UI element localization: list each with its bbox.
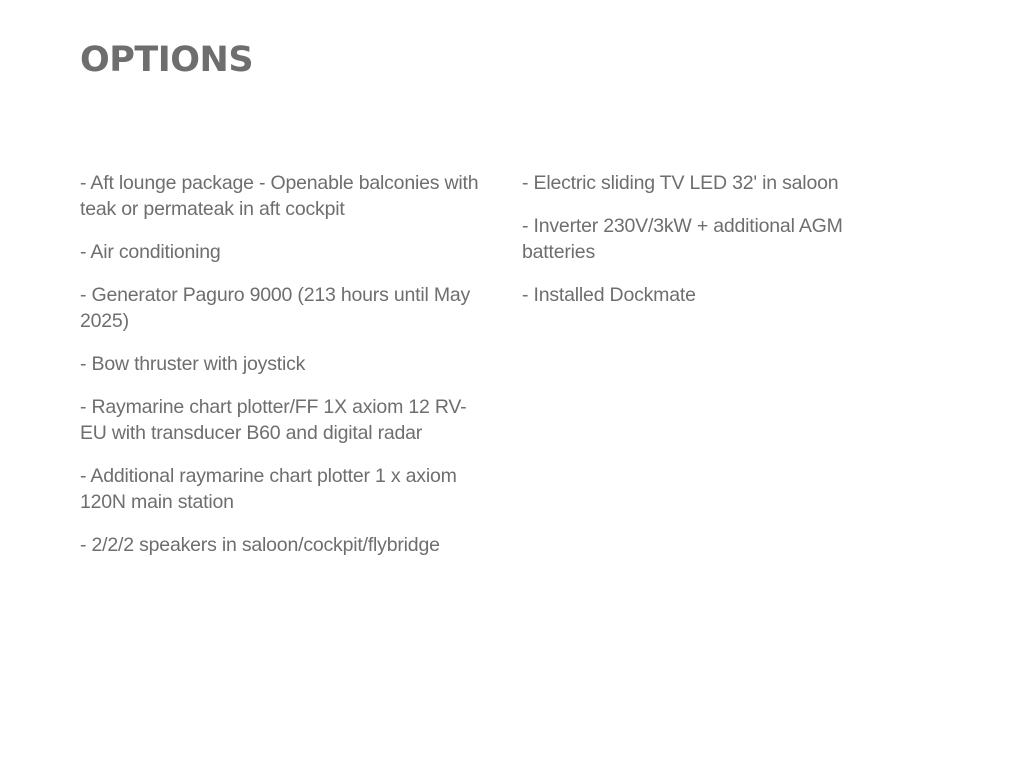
list-item: - Aft lounge package - Openable balconies with teak or permateak in aft cockpit [80,172,479,220]
list-item: - Electric sliding TV LED 32' in saloon [522,172,839,194]
options-list-right [522,170,902,325]
options-list-left [80,170,485,575]
list-item: - Additional raymarine chart plotter 1 x axiom 120N main station [80,465,457,513]
list-item: - Installed Dockmate [522,284,696,306]
list-item: - Raymarine chart plotter/FF 1X axiom 12 RV-EU with transducer B60 and digital radar [80,396,467,444]
list-item: - Generator Paguro 9000 (213 hours until May 2025) [80,284,471,332]
list-item: - Bow thruster with joystick [80,353,306,375]
page-title: OPTIONS [80,40,254,80]
list-item: - Inverter 230V/3kW + additional AGM batteries [522,215,843,263]
list-item: - Air conditioning [80,241,221,263]
list-item: - 2/2/2 speakers in saloon/cockpit/flybridge [80,534,440,556]
